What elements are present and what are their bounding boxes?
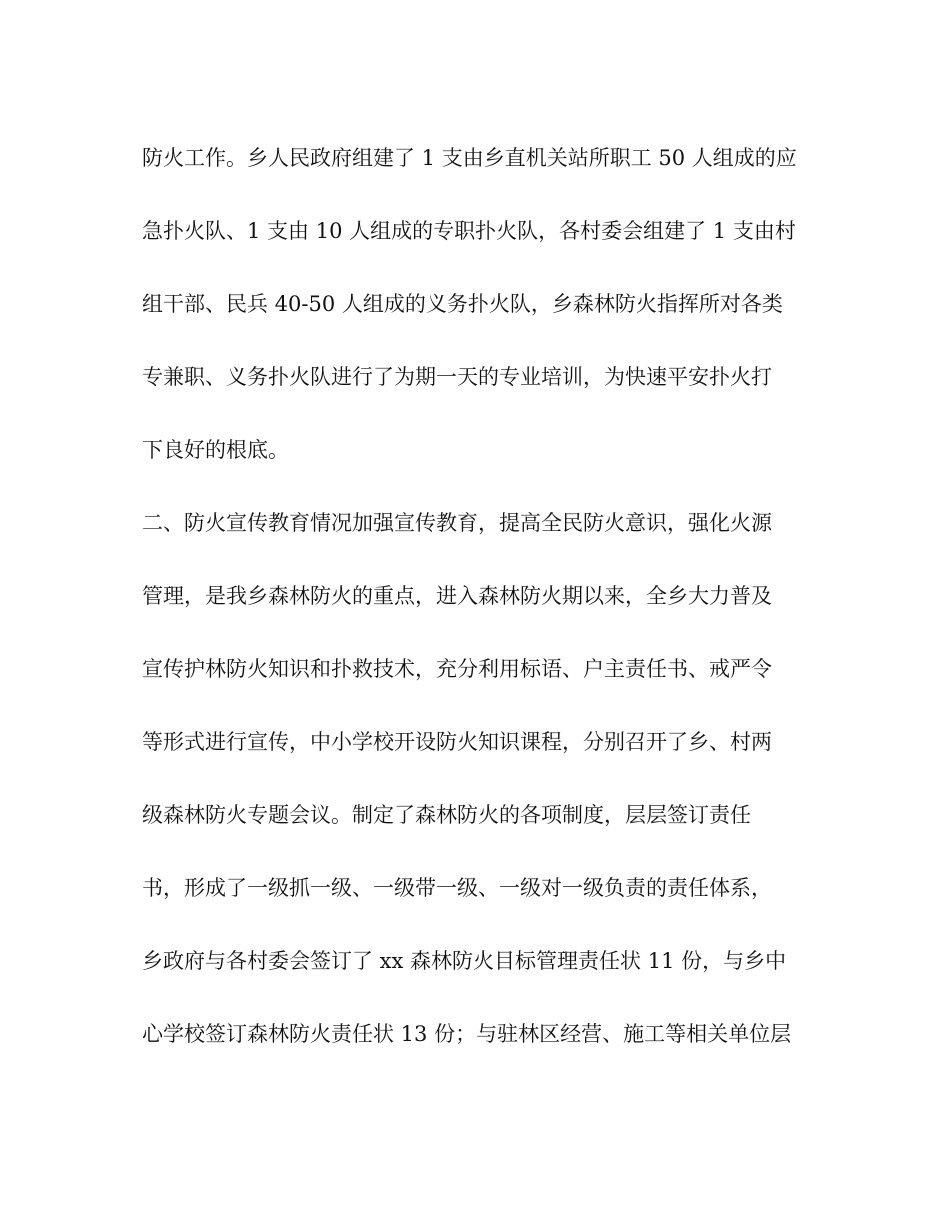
text-line-8: 宣传护林防火知识和扑救技术，充分利用标语、户主责任书、戒严令 bbox=[142, 657, 772, 681]
text-line-5: 下良好的根底。 bbox=[142, 438, 289, 462]
text-line-13: 心学校签订森林防火责任状 13 份；与驻林区经营、施工等相关单位层 bbox=[142, 1022, 792, 1046]
text-line-2: 急扑火队、1 支由 10 人组成的专职扑火队，各村委会组建了 1 支由村 bbox=[142, 219, 796, 243]
text-line-4: 专兼职、义务扑火队进行了为期一天的专业培训，为快速平安扑火打 bbox=[142, 365, 772, 389]
text-line-3: 组干部、民兵 40-50 人组成的义务扑火队，乡森林防火指挥所对各类 bbox=[142, 292, 783, 316]
text-line-11: 书，形成了一级抓一级、一级带一级、一级对一级负责的责任体系， bbox=[142, 876, 772, 900]
text-line-6: 二、防火宣传教育情况加强宣传教育，提高全民防火意识，强化火源 bbox=[142, 511, 772, 535]
text-line-12: 乡政府与各村委会签订了 xx 森林防火目标管理责任状 11 份，与乡中 bbox=[142, 949, 787, 973]
text-line-1: 防火工作。乡人民政府组建了 1 支由乡直机关站所职工 50 人组成的应 bbox=[142, 146, 797, 170]
text-line-9: 等形式进行宣传，中小学校开设防火知识课程，分别召开了乡、村两 bbox=[142, 730, 772, 754]
text-line-7: 管理，是我乡森林防火的重点，进入森林防火期以来，全乡大力普及 bbox=[142, 584, 772, 608]
text-line-10: 级森林防火专题会议。制定了森林防火的各项制度，层层签订责任 bbox=[142, 803, 751, 827]
